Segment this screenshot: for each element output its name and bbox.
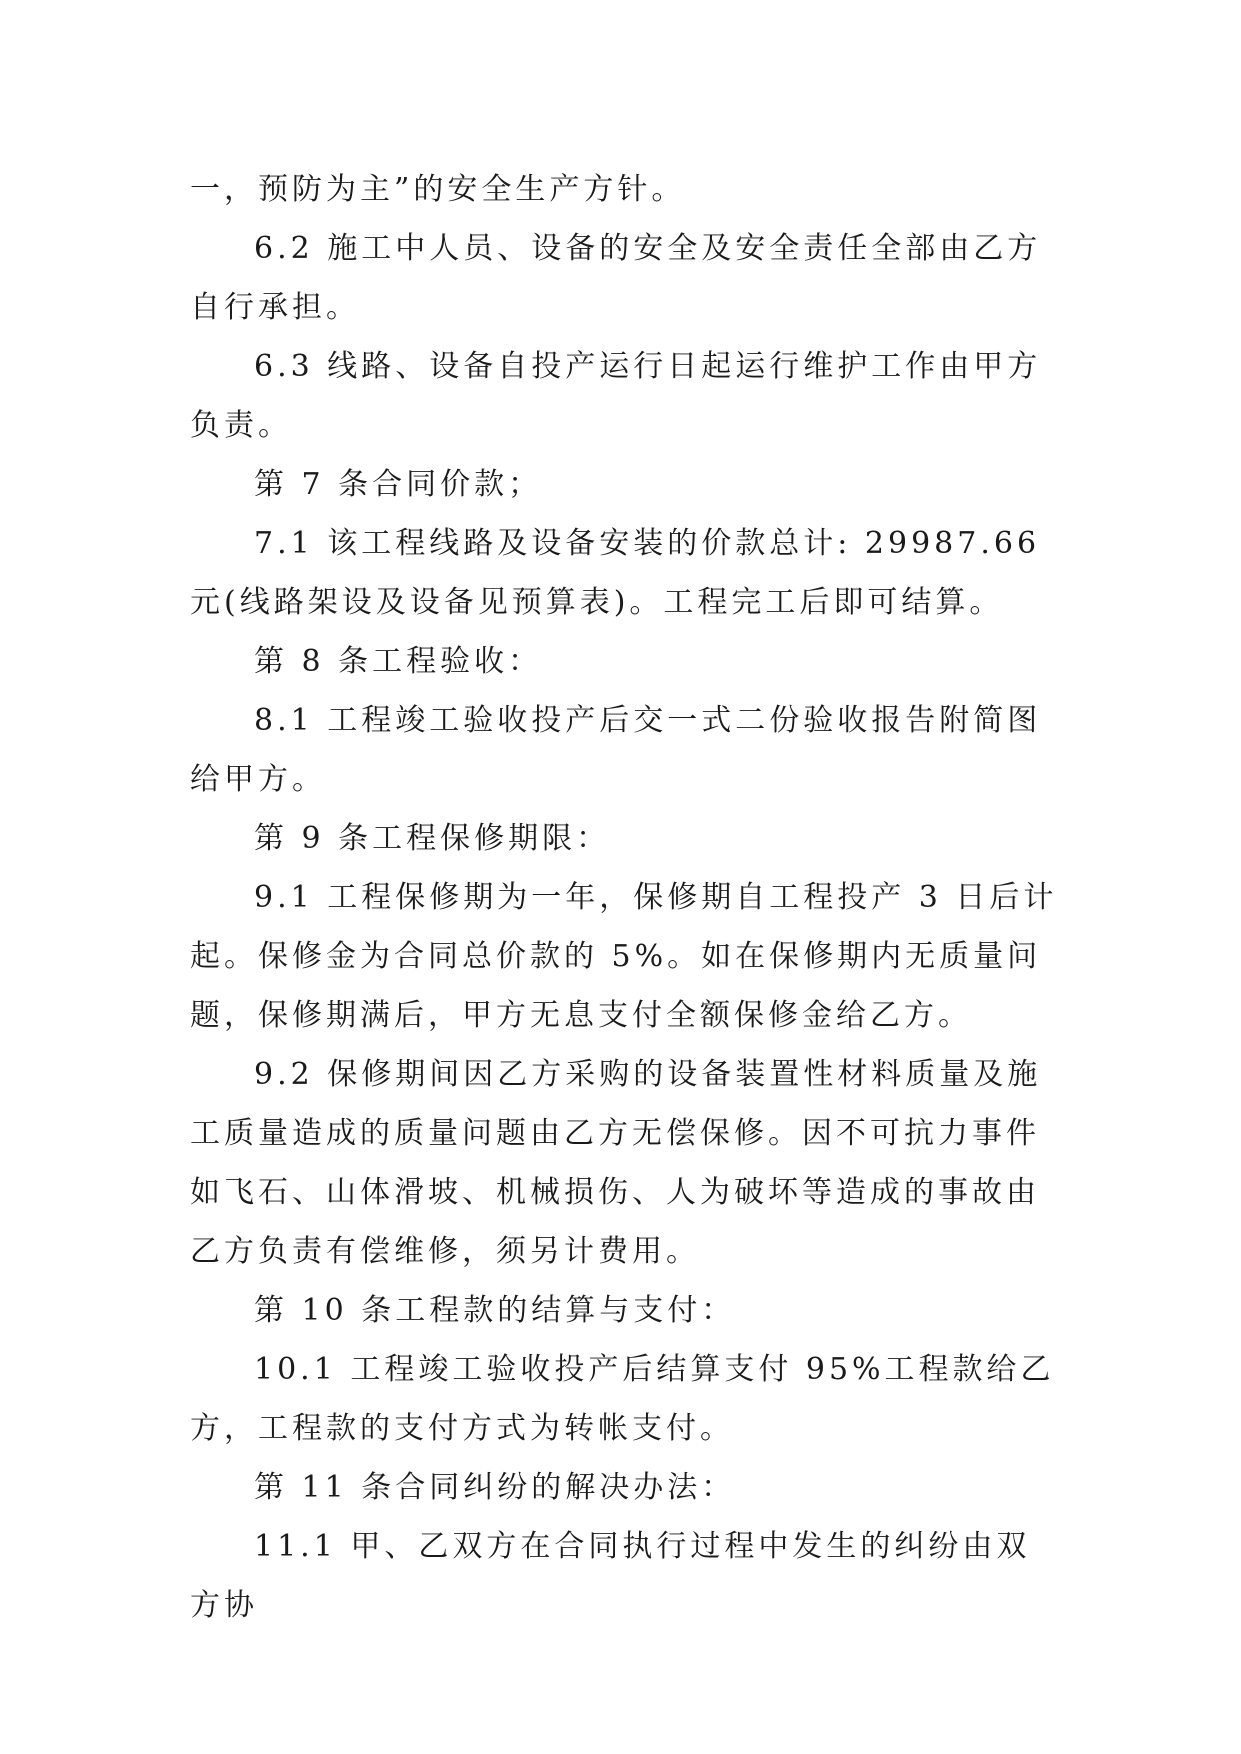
paragraph-continuation: 一，预防为主”的安全生产方针。 bbox=[190, 172, 686, 207]
article-7-heading: 第 7 条合同价款； bbox=[254, 467, 543, 502]
paragraph-6-3: 6.3 线路、设备自投产运行日起运行维护工作由甲方负责。 bbox=[190, 349, 1042, 443]
document-body bbox=[190, 160, 1060, 1635]
paragraph-9-1: 9.1 工程保修期为一年，保修期自工程投产 3 日后计起。保修金为合同总价款的 5%。如在保修期内无质量问题，保修期满后，甲方无息支付全额保修金给乙方。 bbox=[190, 880, 1058, 1033]
article-10-heading: 第 10 条工程款的结算与支付： bbox=[254, 1293, 736, 1328]
article-9-heading: 第 9 条工程保修期限： bbox=[254, 821, 611, 856]
paragraph-10-1: 10.1 工程竣工验收投产后结算支付 95%工程款给乙方，工程款的支付方式为转帐支付。 bbox=[190, 1352, 1055, 1446]
paragraph-9-2: 9.2 保修期间因乙方采购的设备装置性材料质量及施工质量造成的质量问题由乙方无偿保修。因不可抗力事件如飞石、山体滑坡、机械损伤、人为破坏等造成的事故由乙方负责有偿维修，须另计费用。 bbox=[190, 1057, 1042, 1269]
paragraph-8-1: 8.1 工程竣工验收投产后交一式二份验收报告附简图给甲方。 bbox=[190, 703, 1042, 797]
article-11-heading: 第 11 条合同纠纷的解决办法： bbox=[254, 1470, 736, 1505]
paragraph-11-1: 11.1 甲、乙双方在合同执行过程中发生的纠纷由双方协 bbox=[190, 1529, 1031, 1623]
paragraph-6-2: 6.2 施工中人员、设备的安全及安全责任全部由乙方自行承担。 bbox=[190, 231, 1042, 325]
article-8-heading: 第 8 条工程验收： bbox=[254, 644, 543, 679]
paragraph-7-1: 7.1 该工程线路及设备安装的价款总计: 29987.66 元(线路架设及设备见预算表)。工程完工后即可结算。 bbox=[190, 526, 1041, 620]
